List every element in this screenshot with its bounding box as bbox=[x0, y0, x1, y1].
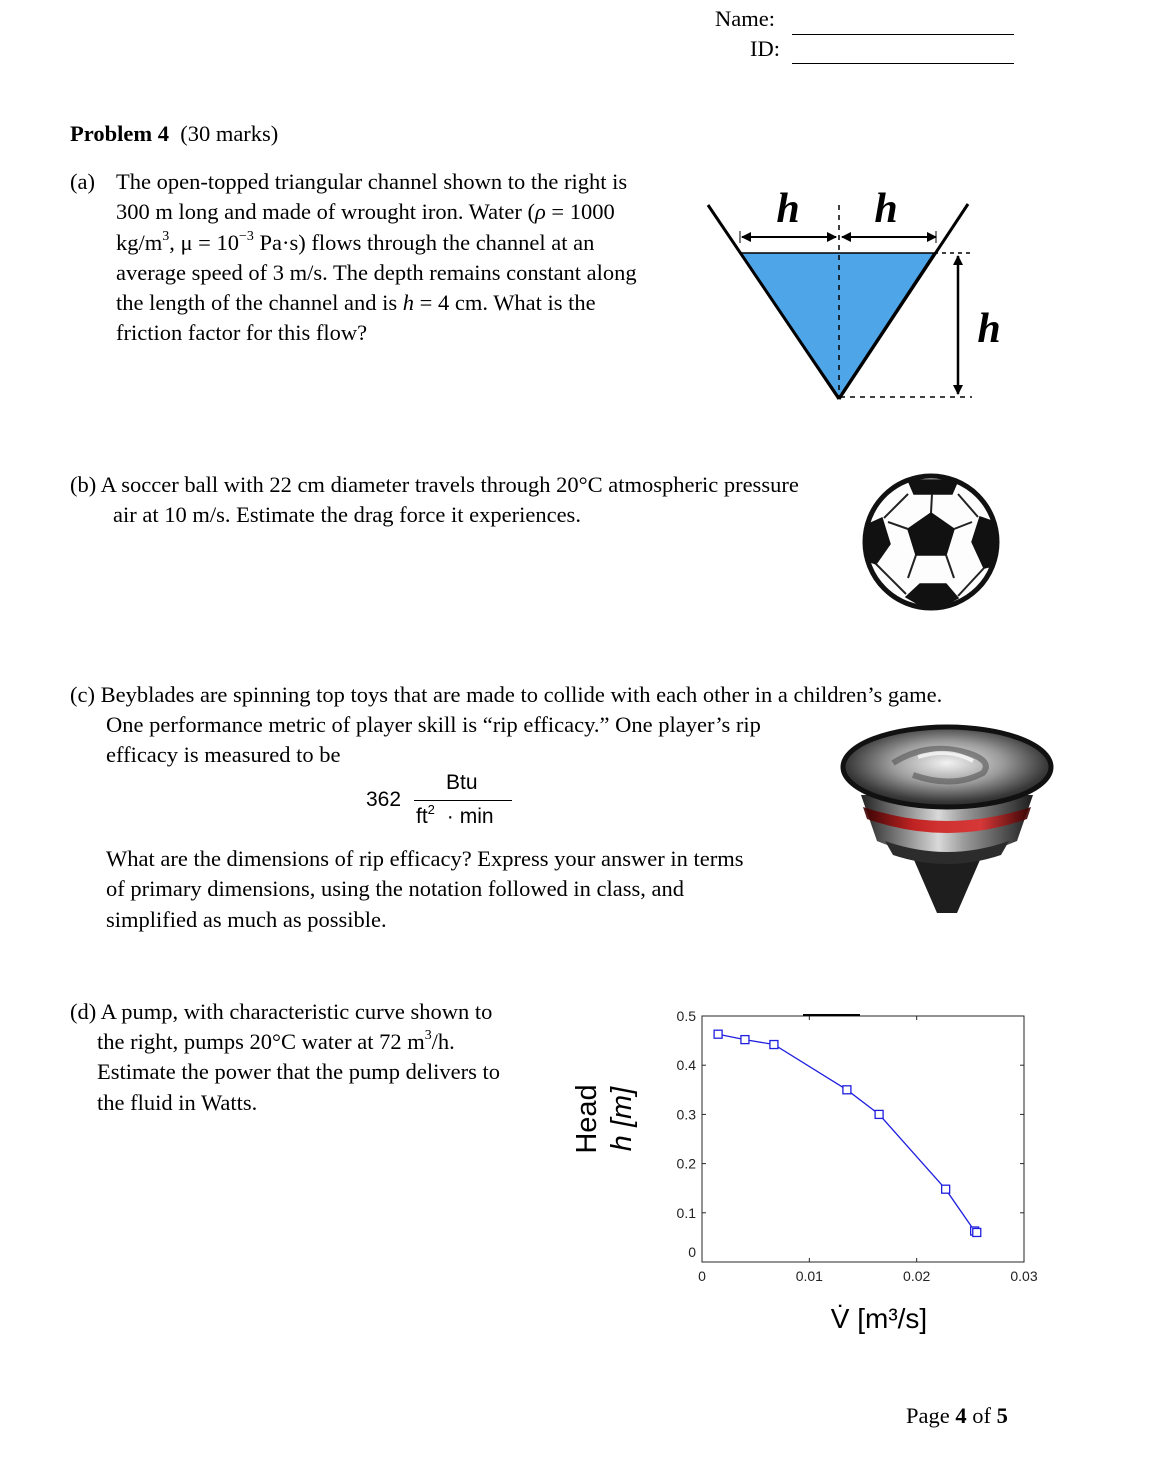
data-point-marker bbox=[741, 1036, 749, 1044]
data-point-marker bbox=[973, 1228, 981, 1236]
ball-patch-top bbox=[908, 480, 958, 494]
depth-label: h bbox=[977, 306, 1001, 352]
formula-denominator: $ft^2 \cdot \min$ bbox=[416, 801, 494, 828]
y-tick-label: 0.4 bbox=[676, 1057, 696, 1074]
part-a-label: (a) bbox=[70, 169, 95, 194]
ylabel-h-m: h [m] bbox=[606, 1086, 638, 1152]
y-tick-label: 0.3 bbox=[676, 1106, 696, 1123]
y-tick-label: 0.5 bbox=[676, 1008, 696, 1024]
y-tick-label: 0.2 bbox=[676, 1155, 696, 1172]
beyblade-image bbox=[833, 723, 1063, 918]
plot-area bbox=[702, 1016, 1024, 1262]
data-point-marker bbox=[770, 1041, 778, 1049]
page-number: Page 4 of 5 bbox=[906, 1403, 1008, 1428]
y-tick-label: 0 bbox=[688, 1244, 696, 1260]
part-c-question: What are the dimensions of rip efficacy? Express your answer in terms of primary dimensions, using the notation followed in class, and simplified as much as possible. bbox=[106, 846, 744, 932]
part-c-line1: (c) Beyblades are spinning top toys that are made to collide with each other in a children’s game. bbox=[70, 682, 943, 707]
name-label: Name: bbox=[715, 6, 775, 31]
id-label: ID: bbox=[750, 36, 780, 61]
ylabel-head: Head bbox=[571, 1084, 603, 1154]
water-region bbox=[740, 253, 934, 397]
width-label-right: h bbox=[874, 186, 898, 232]
part-d-line1: (d) A pump, with characteristic curve shown to bbox=[70, 999, 493, 1024]
data-point-marker bbox=[714, 1030, 722, 1038]
data-point-marker bbox=[875, 1110, 883, 1118]
pump-curve-chart bbox=[555, 995, 1065, 1350]
rip-efficacy-value: 362 bbox=[366, 788, 402, 811]
width-label-left: h bbox=[776, 186, 800, 232]
problem-title: Problem 4 (30 marks) bbox=[70, 121, 279, 146]
x-tick-label: 0 bbox=[698, 1268, 706, 1284]
formula-numerator: Btu bbox=[446, 771, 478, 794]
channel-diagram bbox=[700, 175, 1001, 410]
xlabel: V̇ [m³/s] bbox=[830, 1303, 928, 1334]
x-tick-label: 0.03 bbox=[1010, 1268, 1038, 1284]
data-point-marker bbox=[942, 1185, 950, 1193]
part-b-text: (b) A soccer ball with 22 cm diameter travels through 20°C atmospheric pressure air at 10 m/s. Estimate the drag force it experiences. bbox=[70, 472, 799, 528]
y-tick-label: 0.1 bbox=[676, 1204, 696, 1221]
x-tick-label: 0.01 bbox=[795, 1268, 823, 1284]
id-field-line[interactable] bbox=[792, 63, 1014, 64]
data-point-marker bbox=[843, 1086, 851, 1094]
fraction-bar bbox=[414, 800, 512, 801]
name-field-line[interactable] bbox=[792, 34, 1014, 35]
part-d-body: the right, pumps 20°C water at 72 $m^3/h$. Estimate the power that the pump delivers to the fluid in Watts. bbox=[97, 1028, 501, 1115]
soccer-ball-image bbox=[858, 472, 1004, 612]
part-c-intro: One performance metric of player skill is “rip efficacy.” One player’s rip efficacy is measured to be bbox=[106, 712, 761, 768]
x-tick-label: 0.02 bbox=[903, 1268, 931, 1284]
part-a-text: The open-topped triangular channel shown to the right is 300 m long and made of wrought iron. Water (ρ = 1000 $kg/m^3$, $\mu = 10^{-3}$ Pa·s) flows through the channel at an average speed of 3 m/s. The depth remains constant along the length of the channel and is h = 4 cm. What is the friction factor for this flow? bbox=[116, 169, 637, 346]
